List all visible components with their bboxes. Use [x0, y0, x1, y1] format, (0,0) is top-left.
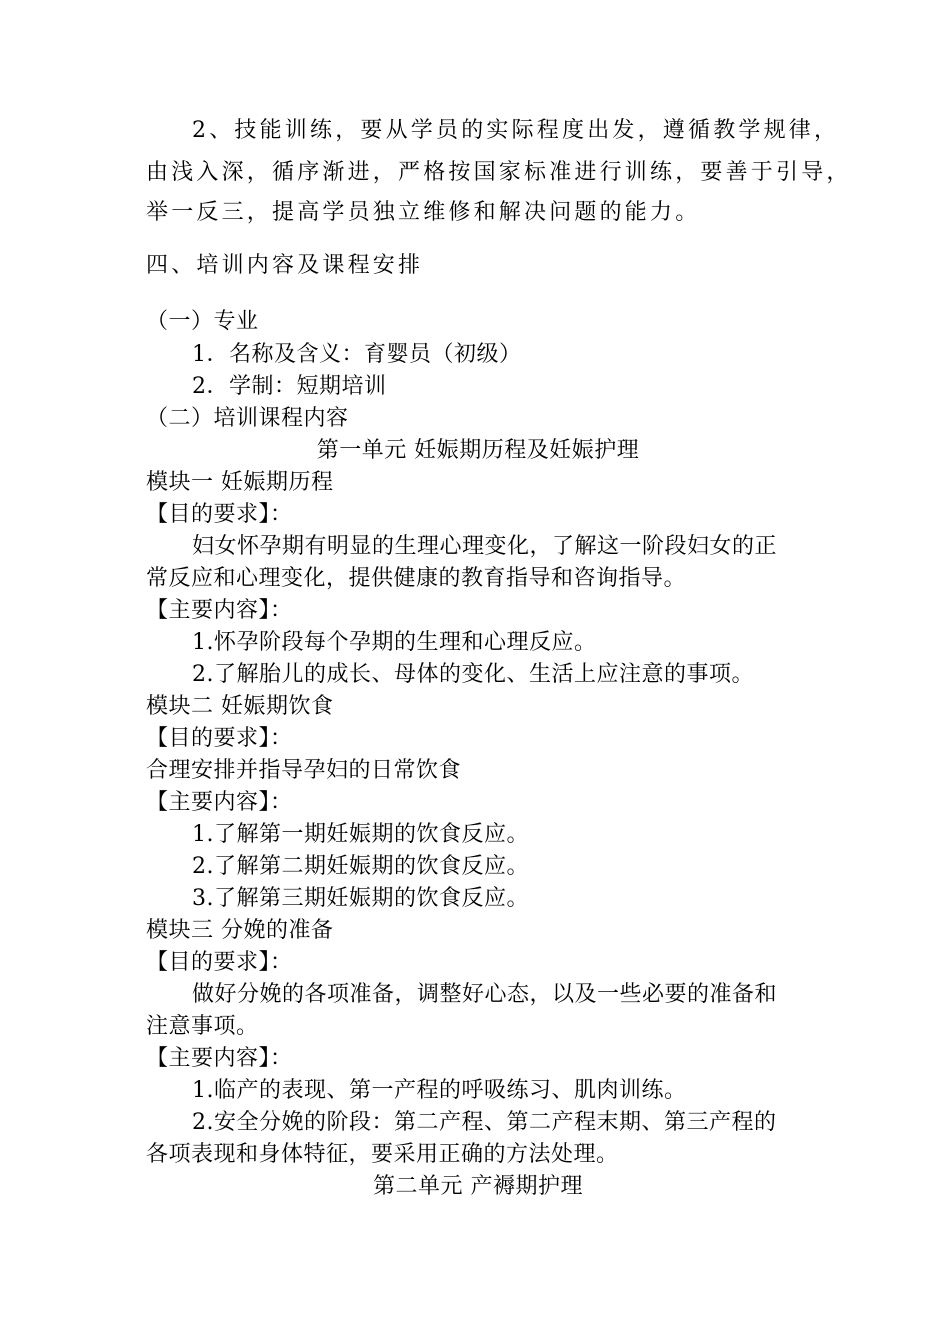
subsection-heading: （一）专业: [146, 309, 259, 334]
paragraph-line: 注意事项。: [146, 1014, 259, 1039]
paragraph-line: 妇女怀孕期有明显的生理心理变化，了解这一阶段妇女的正: [192, 534, 778, 559]
section-heading: 四、培训内容及课程安排: [146, 253, 424, 278]
list-item: 1．名称及含义：育婴员（初级）: [192, 342, 522, 367]
label-heading: 【目的要求】：: [146, 950, 293, 975]
paragraph-line: 合理安排并指导孕妇的日常饮食: [146, 758, 462, 783]
unit-title: 第一单元 妊娠期历程及妊娠护理: [316, 438, 640, 463]
paragraph-line: 举一反三，提高学员独立维修和解决问题的能力。: [146, 200, 701, 225]
paragraph-line: 由浅入深，循序渐进，严格按国家标准进行训练，要善于引导，: [146, 160, 852, 185]
subsection-heading: （二）培训课程内容: [146, 406, 349, 431]
label-heading: 【目的要求】：: [146, 502, 293, 527]
list-item: 1.临产的表现、第一产程的呼吸练习、肌肉训练。: [192, 1078, 687, 1103]
list-item: 1.怀孕阶段每个孕期的生理和心理反应。: [192, 630, 597, 655]
paragraph-line: 常反应和心理变化，提供健康的教育指导和咨询指导。: [146, 566, 687, 591]
module-heading: 模块三 分娩的准备: [146, 918, 334, 943]
list-item: 2.了解胎儿的成长、母体的变化、生活上应注意的事项。: [192, 662, 754, 687]
paragraph-line: 做好分娩的各项准备，调整好心态，以及一些必要的准备和: [192, 982, 778, 1007]
list-item: 1.了解第一期妊娠期的饮食反应。: [192, 822, 529, 847]
label-heading: 【目的要求】：: [146, 726, 293, 751]
label-heading: 【主要内容】：: [146, 598, 293, 623]
label-heading: 【主要内容】：: [146, 1046, 293, 1071]
paragraph-line: 各项表现和身体特征，要采用正确的方法处理。: [146, 1142, 619, 1167]
list-item: 2.了解第二期妊娠期的饮食反应。: [192, 854, 529, 879]
unit-title: 第二单元 产褥期护理: [373, 1174, 583, 1199]
module-heading: 模块一 妊娠期历程: [146, 470, 334, 495]
list-item: 3.了解第三期妊娠期的饮食反应。: [192, 886, 529, 911]
list-item: 2.安全分娩的阶段：第二产程、第二产程末期、第三产程的: [192, 1110, 777, 1135]
paragraph-line: 2、技能训练，要从学员的实际程度出发，遵循教学规律，: [192, 118, 840, 143]
list-item: 2．学制：短期培训: [192, 374, 387, 399]
label-heading: 【主要内容】：: [146, 790, 293, 815]
module-heading: 模块二 妊娠期饮食: [146, 694, 334, 719]
